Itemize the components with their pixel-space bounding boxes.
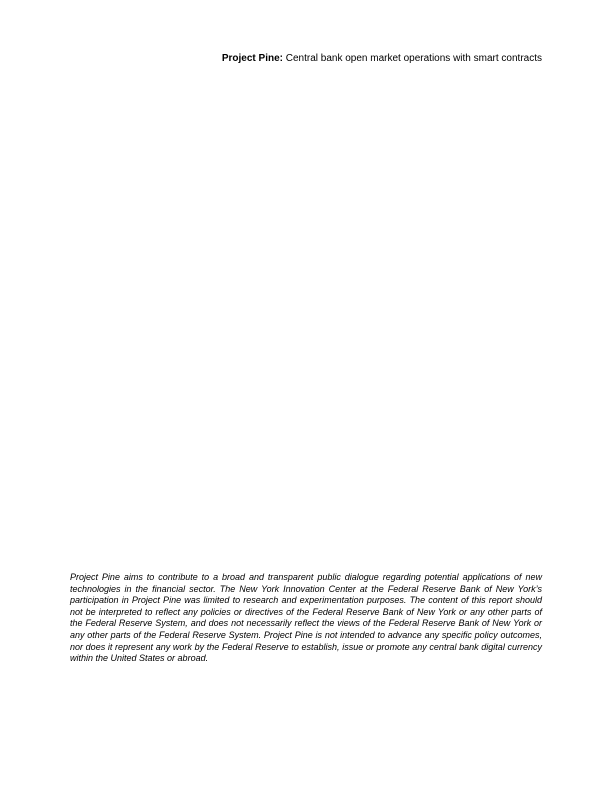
running-header xyxy=(222,52,542,65)
disclaimer-paragraph: Project Pine aims to contribute to a broad and transparent public dialogue regarding potential applications of new technologies in the financial sector. The New York Innovation Center at the Federal Reserve Bank of New York’s participation in Project Pine was limited to research and experimentation purposes. The content of this report should not be interpreted to reflect any policies or directives of the Federal Reserve Bank of New York or any other parts of the Federal Reserve System, and does not necessarily reflect the views of the Federal Reserve Bank of New York or any other parts of the Federal Reserve System. Project Pine is not intended to advance any specific policy outcomes, nor does it represent any work by the Federal Reserve to establish, issue or promote any central bank digital currency within the United States or abroad. xyxy=(70,572,542,664)
header-title-rest: Central bank open market operations with smart contracts xyxy=(285,53,542,64)
header-title-bold: Project Pine: xyxy=(221,53,283,64)
